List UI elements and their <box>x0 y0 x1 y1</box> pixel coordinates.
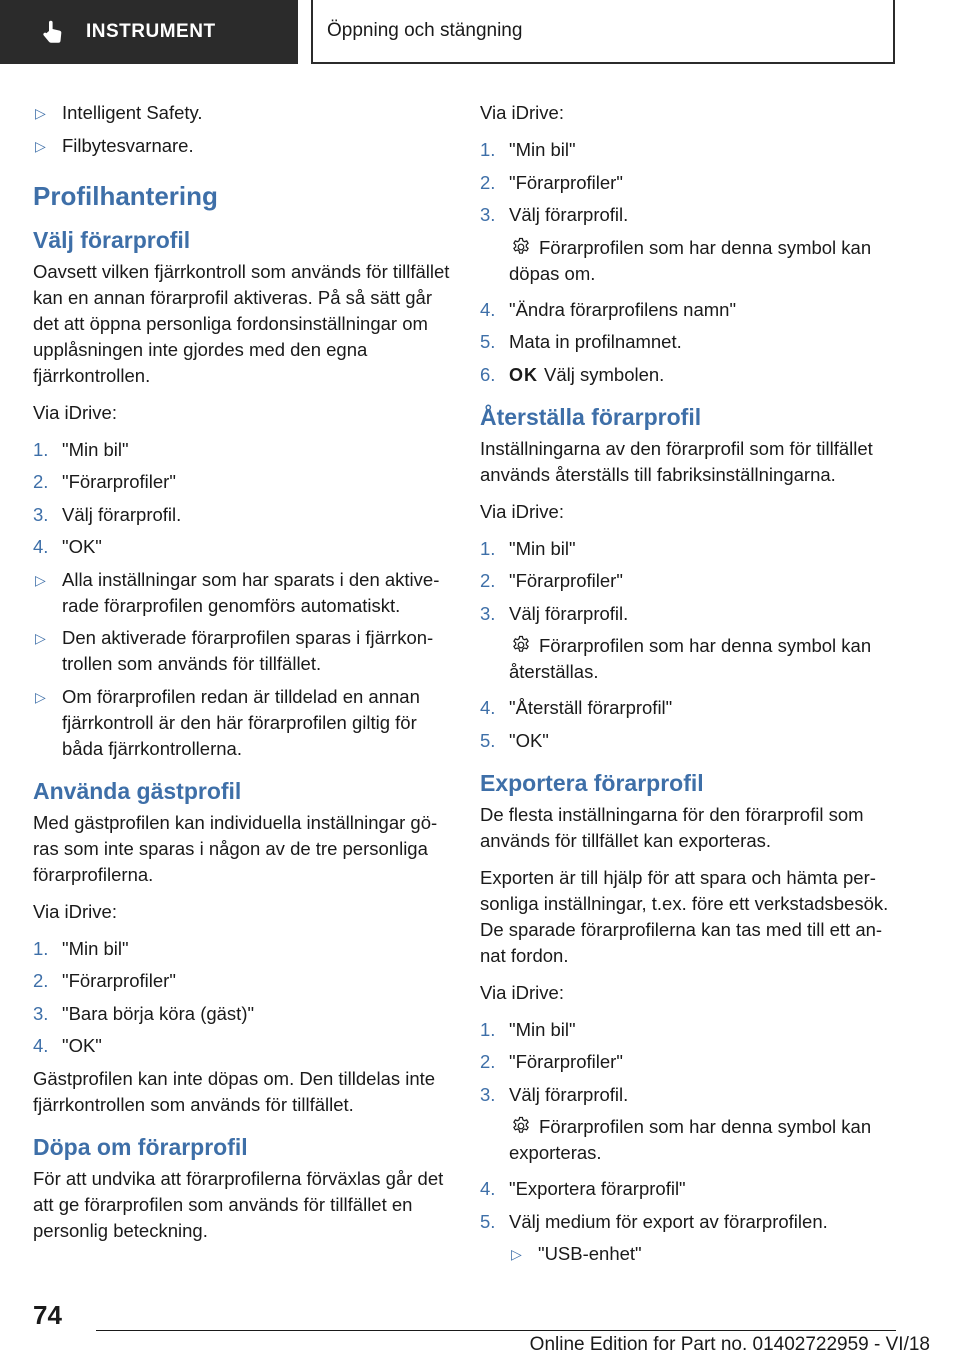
steps-list <box>480 1176 898 1235</box>
footer-divider <box>96 1330 896 1331</box>
list-item: 3. Välj förarprofil. <box>480 1083 629 1105</box>
heading-aterstalla-forarprofil: Återställa förarprofil <box>480 403 702 430</box>
via-idrive-label: Via iDrive: <box>33 900 117 922</box>
via-idrive-label: Via iDrive: <box>480 102 564 123</box>
list-item: 2. "Förarprofiler" <box>33 471 176 492</box>
steps-list <box>33 437 451 561</box>
list-item: 4. "Återställ förarprofil" <box>480 697 673 718</box>
steps-list <box>480 1017 898 1108</box>
list-item: 4. "Exportera förarprofil" <box>480 1178 686 1199</box>
steps-list <box>480 536 898 627</box>
list-item: 2. "Förarprofiler" <box>33 970 176 991</box>
list-item: ▷ Alla inställningar som har sparats i den aktiverade förarprofilen genomförs automatiskt. <box>35 568 440 616</box>
list-item: 4. "OK" <box>33 536 102 557</box>
triangle-bullet-icon: ▷ <box>35 630 46 646</box>
triangle-bullet-icon: ▷ <box>511 1246 522 1262</box>
triangle-bullet-icon: ▷ <box>35 688 46 705</box>
right-column <box>480 100 898 1274</box>
edition-note: Online Edition for Part no. 01402722959 - VI/18 <box>529 1334 930 1355</box>
via-idrive-label: Via iDrive: <box>480 981 564 1003</box>
paragraph: Gästprofilen kan inte döpas om. Den tilldelas inte fjärrkontrollen som används för tillfället. <box>33 1067 436 1115</box>
list-item: 4. "OK" <box>33 1035 102 1056</box>
hand-pointer-icon <box>40 19 66 45</box>
via-idrive-label: Via iDrive: <box>480 500 564 522</box>
list-item: ▷ Den aktiverade förarprofilen sparas i fjärrkontrollen som används för tillfället. <box>35 627 434 674</box>
symbol-note: Förarprofilen som har denna symbol kan återställas. <box>509 635 872 682</box>
list-item: 1. "Min bil" <box>33 438 129 460</box>
list-item: 3. Välj förarprofil. <box>480 602 629 624</box>
list-item: 5. "OK" <box>480 729 549 751</box>
list-item: 1. "Min bil" <box>480 139 576 160</box>
list-item: 2. "Förarprofiler" <box>480 171 623 193</box>
gear-icon <box>511 237 531 257</box>
list-item: 1. "Min bil" <box>480 537 576 559</box>
list-item: ▷ "USB-enhet" <box>509 1241 898 1267</box>
paragraph: Exporten är till hjälp för att spara och hämta personliga inställningar, t.ex. före ett verkstadsbesök. De sparade förarprofilerna kan tas med till ett annat fordon. <box>480 866 889 966</box>
heading-profilhantering: Profilhantering <box>33 180 218 211</box>
chapter-tab[interactable] <box>0 0 298 64</box>
list-item: 6. OK Välj symbolen. <box>480 362 898 388</box>
top-bullets <box>33 100 451 159</box>
via-idrive-label: Via iDrive: <box>33 401 117 423</box>
heading-exportera-forarprofil: Exportera förarprofil <box>480 769 704 796</box>
sub-bullets <box>480 1241 898 1267</box>
section-tab[interactable] <box>311 0 895 64</box>
heading-valj-forarprofil: Välj förarprofil <box>33 226 191 253</box>
list-item: 1. "Min bil" <box>480 1018 576 1040</box>
list-item: 5. Välj medium för export av förarprofilen. <box>480 1210 828 1232</box>
list-item: 2. "Förarprofiler" <box>480 570 623 591</box>
list-item: ▷ Filbytesvarnare. <box>33 133 451 159</box>
list-item: ▷ Intelligent Safety. <box>33 100 451 126</box>
triangle-bullet-icon: ▷ <box>35 571 46 588</box>
chapter-tab-label: INSTRUMENT <box>86 21 216 42</box>
list-item: ▷ Om förarprofilen redan är tilldelad en annan fjärrkontroll är den här förarprofilen giltig för båda fjärrkontrollerna. <box>35 685 420 759</box>
page-footer <box>0 1290 960 1362</box>
paragraph: Inställningarna av den förarprofil som för tillfället används återställs till fabriksinställningarna. <box>480 437 873 485</box>
list-item: 2. "Förarprofiler" <box>480 1051 623 1072</box>
symbol-note: Förarprofilen som har denna symbol kan döpas om. <box>509 236 872 284</box>
info-bullets <box>33 567 451 762</box>
list-item: 4. "Ändra förarprofilens namn" <box>480 298 737 320</box>
ok-icon: OK <box>509 364 538 385</box>
list-item: 5. Mata in profilnamnet. <box>480 331 682 352</box>
heading-anvanda-gastprofil: Använda gästprofil <box>33 777 242 804</box>
steps-list <box>33 936 451 1060</box>
paragraph: För att undvika att förarprofilerna förväxlas går det att ge förarprofilen som används för tillfället en personlig beteckning. <box>33 1167 444 1241</box>
gear-icon <box>511 635 531 655</box>
steps-list <box>480 137 898 228</box>
triangle-bullet-icon: ▷ <box>35 105 46 121</box>
page-header <box>0 0 960 66</box>
list-item: 3. Välj förarprofil. <box>480 204 629 225</box>
paragraph: De flesta inställningarna för den förarprofil som används för tillfället kan exporteras. <box>480 803 864 851</box>
list-item: 3. Välj förarprofil. <box>33 503 182 525</box>
triangle-bullet-icon: ▷ <box>35 137 46 154</box>
steps-list <box>480 297 898 388</box>
list-item: 1. "Min bil" <box>33 937 129 959</box>
gear-icon <box>511 1116 531 1136</box>
left-column <box>33 100 451 1255</box>
paragraph: Med gästprofilen kan individuella inställningar göras som inte sparas i någon av de tre personliga förarprofilerna. <box>33 811 438 885</box>
steps-list <box>480 695 898 754</box>
page-number: 74 <box>33 1300 62 1330</box>
paragraph: Oavsett vilken fjärrkontroll som används för tillfället kan en annan förarprofil aktiveras. På så sätt går det att öppna personliga fordonsinställningar om upplåsningen inte gjordes med den egna fjärrkontrollen. <box>33 260 450 386</box>
heading-dopa-om-forarprofil: Döpa om förarprofil <box>33 1133 248 1160</box>
symbol-note: Förarprofilen som har denna symbol kan exporteras. <box>509 1116 872 1163</box>
list-item: 3. "Bara börja köra (gäst)" <box>33 1002 255 1024</box>
section-tab-label: Öppning och stängning <box>327 20 523 41</box>
